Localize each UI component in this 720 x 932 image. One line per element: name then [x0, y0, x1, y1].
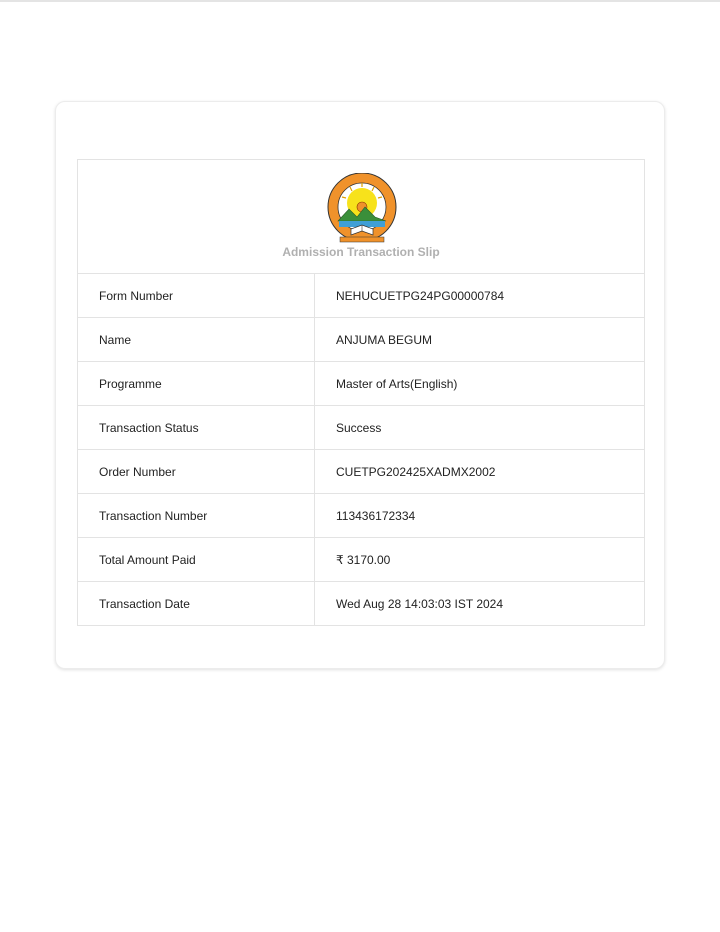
order-number-row [78, 450, 644, 494]
name-label: Name [78, 318, 315, 361]
slip-title: Admission Transaction Slip [282, 245, 440, 259]
order-number-label: Order Number [78, 450, 315, 493]
form-number-value: NEHUCUETPG24PG00000784 [336, 288, 505, 303]
programme-value: Master of Arts(English) [336, 376, 458, 391]
form-number-label: Form Number [78, 274, 315, 317]
transaction-status-value: Success [336, 420, 382, 435]
transaction-date-value: Wed Aug 28 14:03:03 IST 2024 [336, 596, 504, 611]
transaction-date-row [78, 582, 644, 625]
programme-label: Programme [78, 362, 315, 405]
transaction-slip-card [55, 101, 665, 669]
slip-header [78, 160, 644, 274]
transaction-number-value: 113436172334 [336, 508, 416, 523]
top-divider [0, 0, 720, 2]
total-amount-label: Total Amount Paid [78, 538, 315, 581]
name-value: ANJUMA BEGUM [336, 332, 433, 347]
transaction-status-row [78, 406, 644, 450]
transaction-number-row [78, 494, 644, 538]
programme-row [78, 362, 644, 406]
total-amount-value: ₹ 3170.00 [336, 552, 391, 567]
transaction-date-label: Transaction Date [78, 582, 315, 625]
total-amount-row [78, 538, 644, 582]
form-number-row [78, 274, 644, 318]
university-seal-logo [325, 173, 399, 245]
order-number-value: CUETPG202425XADMX2002 [336, 464, 496, 479]
transaction-slip-table [77, 159, 645, 626]
transaction-number-label: Transaction Number [78, 494, 315, 537]
name-row [78, 318, 644, 362]
transaction-status-label: Transaction Status [78, 406, 315, 449]
